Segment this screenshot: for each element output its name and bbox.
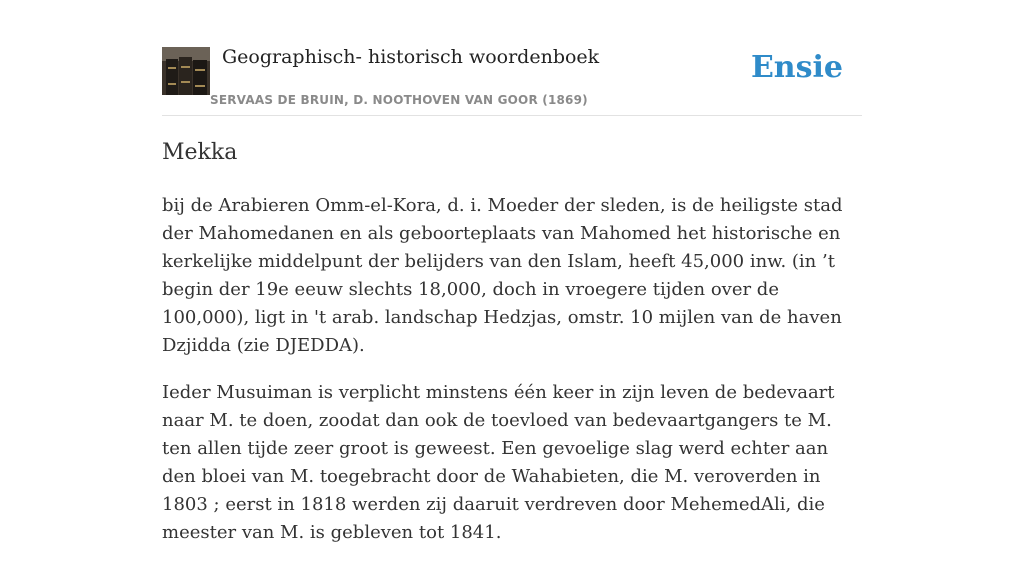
- header: [162, 40, 862, 116]
- book-cover-icon: [162, 47, 210, 95]
- entry-title: Mekka: [162, 140, 238, 165]
- book-title-link[interactable]: Geographisch- historisch woordenboek: [222, 46, 600, 68]
- ensie-logo-link[interactable]: Ensie: [750, 50, 843, 85]
- book-authors: SERVAAS DE BRUIN, D. NOOTHOVEN VAN GOOR (1869): [210, 93, 588, 107]
- entry-paragraph: Ieder Musuiman is verplicht minstens één keer in zijn leven de bedevaart naar M. te doen, zoodat dan ook de toevloed van bedevaartgangers te M. ten allen tijde zeer groot is geweest. Een gevoelige slag werd echter aan den bloei van M. toegebracht door de Wahabieten, die M. veroverden in 1803 ; eerst in 1818 werden zij daaruit verdreven door MehemedAli, die meester van M. is gebleven tot 1841.: [162, 382, 835, 543]
- book-cover-image[interactable]: [162, 47, 210, 95]
- entry-body: [162, 192, 862, 566]
- entry-paragraph: bij de Arabieren Omm-el-Kora, d. i. Moeder der sleden, is de heiligste stad der Mahomedanen en als geboorteplaats van Mahomed het historische en kerkelijke middelpunt der belijders van den Islam, heeft 45,000 inw. (in ’t begin der 19e eeuw slechts 18,000, doch in vroegere tijden over de 100,000), ligt in 't arab. landschap Hedzjas, omstr. 10 mijlen van de haven Dzjidda (zie DJEDDA).: [162, 195, 843, 356]
